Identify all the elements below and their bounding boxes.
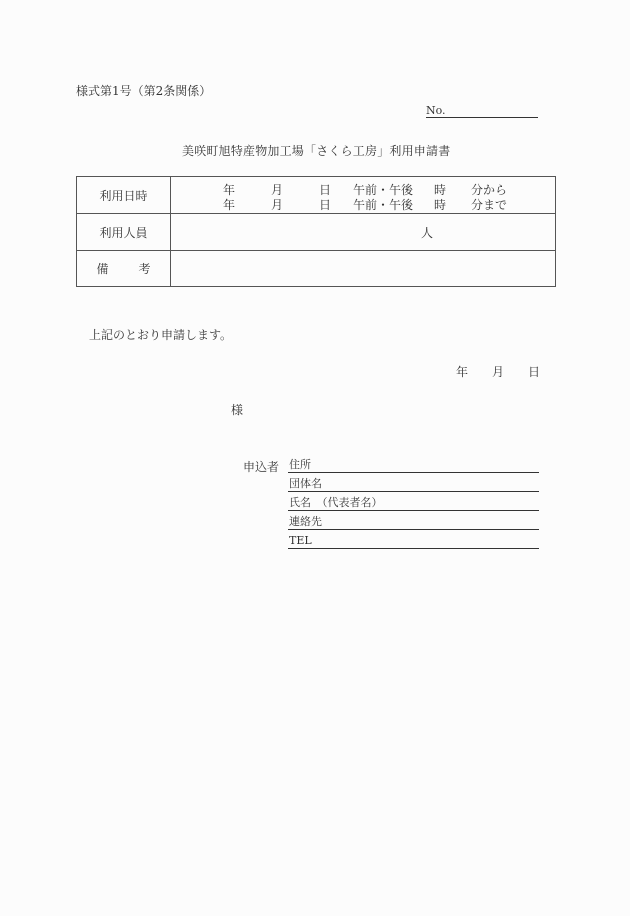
- ampm-label: 午前・午後: [353, 198, 414, 212]
- day-label: 日: [319, 183, 332, 197]
- application-table: [76, 176, 556, 287]
- minute-from-label: 分から: [471, 183, 508, 197]
- remarks-label: [77, 251, 171, 286]
- date-year-label: 年: [456, 365, 469, 379]
- table-row-number-of-users: [77, 214, 555, 251]
- number-of-users-label: 利用人員: [77, 214, 171, 250]
- hour-label: 時: [434, 198, 447, 212]
- applicant-label: 申込者: [243, 460, 280, 474]
- persons-unit-label: 人: [421, 226, 434, 240]
- tel-label: TEL: [289, 534, 312, 547]
- date-day-label: 日: [528, 365, 541, 379]
- month-label: 月: [271, 183, 284, 197]
- remarks-label-char-1: 備: [96, 262, 109, 276]
- name-label: 氏名 （代表者名）: [289, 496, 383, 509]
- document-title: 美咲町旭特産物加工場「さくら工房」利用申請書: [182, 144, 451, 158]
- datetime-to-line: [171, 196, 555, 210]
- applicant-organization-field[interactable]: [288, 477, 539, 492]
- contact-label: 連絡先: [289, 515, 322, 528]
- declaration-text: 上記のとおり申請します。: [89, 328, 233, 342]
- applicant-contact-field[interactable]: [288, 515, 539, 530]
- document-number-field[interactable]: [426, 104, 538, 118]
- application-date[interactable]: [440, 365, 560, 379]
- applicant-address-field[interactable]: [288, 458, 539, 473]
- form-number: 様式第1号（第2条関係）: [76, 84, 212, 98]
- addressee-honorific: 様: [231, 403, 244, 417]
- date-month-label: 月: [492, 365, 505, 379]
- ampm-label: 午前・午後: [353, 183, 414, 197]
- datetime-from-line: [171, 181, 555, 195]
- hour-label: 時: [434, 183, 447, 197]
- remarks-value[interactable]: [171, 251, 555, 286]
- applicant-name-field[interactable]: [288, 496, 539, 511]
- remarks-label-char-2: 考: [138, 262, 151, 276]
- day-label: 日: [319, 198, 332, 212]
- document-number-label: No.: [426, 104, 446, 117]
- address-label: 住所: [289, 458, 311, 471]
- table-row-usage-datetime: [77, 177, 555, 214]
- year-label: 年: [223, 198, 236, 212]
- usage-datetime-label: 利用日時: [77, 177, 171, 213]
- minute-to-label: 分まで: [471, 198, 508, 212]
- year-label: 年: [223, 183, 236, 197]
- usage-datetime-value[interactable]: [171, 177, 555, 213]
- organization-label: 団体名: [289, 477, 322, 490]
- month-label: 月: [271, 198, 284, 212]
- table-row-remarks: [77, 251, 555, 286]
- applicant-tel-field[interactable]: [288, 534, 539, 549]
- number-of-users-value[interactable]: [171, 214, 555, 250]
